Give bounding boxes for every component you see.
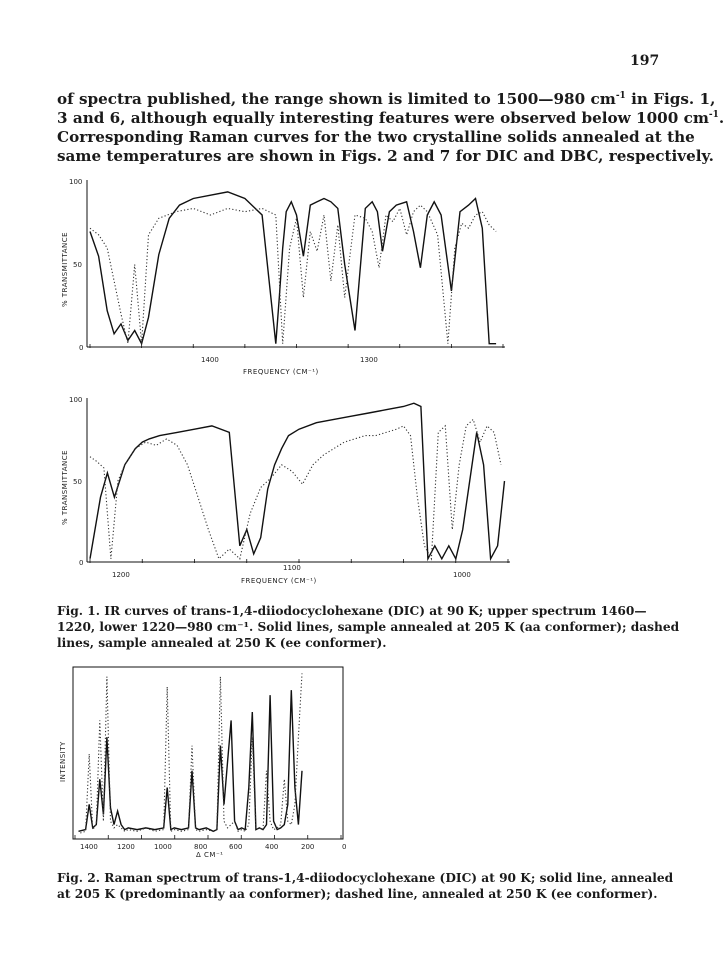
x-tick: 1100 [283, 564, 301, 572]
caption-line: at 205 K (predominantly aa conformer); dashed line, annealed at 250 K (ee conformer). [57, 887, 658, 901]
y-axis-label: % TRANSMITTANCE [61, 449, 69, 525]
intro-paragraph [57, 90, 724, 166]
intro-line: same temperatures are shown in Figs. 2 and 7 for DIC and DBC, respectively. [57, 147, 714, 165]
x-tick: 400 [265, 843, 279, 851]
solid-spectrum-line [79, 690, 303, 831]
x-tick: 200 [301, 843, 315, 851]
caption-line: Fig. 1. IR curves of trans-1,4-diiodocyclohexane (DIC) at 90 K; upper spectrum 1460— [57, 604, 647, 618]
fig2-caption [57, 870, 673, 902]
dashed-spectrum-line [90, 419, 501, 558]
caption-line: lines, sample annealed at 250 K (ee conformer). [57, 636, 387, 650]
dashed-spectrum-line [90, 205, 496, 344]
y-tick: 100 [69, 396, 83, 404]
y-tick: 0 [79, 559, 84, 567]
intro-line: 3 and 6, although equally interesting features were observed below 1000 $cm^{-1}$. [57, 109, 724, 127]
solid-spectrum-line [90, 403, 505, 559]
y-axis-label: % TRANSMITTANCE [61, 231, 69, 307]
y-tick: 50 [73, 261, 82, 269]
x-axis-label: FREQUENCY (CM⁻¹) [241, 577, 317, 585]
x-tick: 1000 [154, 843, 172, 851]
y-tick: 100 [69, 178, 83, 186]
intro-line: of spectra published, the range shown is limited to 1500—980 $cm^{-1}$ in Figs. 1, [57, 90, 716, 108]
x-tick: 1200 [117, 843, 135, 851]
y-axis-label: INTENSITY [59, 741, 67, 782]
x-axis-label: Δ CM⁻¹ [196, 851, 224, 859]
ir-spectrum-lower [55, 390, 525, 600]
x-axis-label: FREQUENCY (CM⁻¹) [243, 368, 319, 376]
raman-spectrum [55, 662, 355, 862]
x-tick: 800 [194, 843, 208, 851]
x-tick: 1300 [360, 356, 378, 364]
y-tick: 0 [79, 344, 84, 352]
x-tick: 1000 [453, 571, 471, 579]
x-tick: 1400 [80, 843, 98, 851]
x-tick: 1200 [112, 571, 130, 579]
x-tick: 600 [229, 843, 243, 851]
x-tick: 0 [342, 843, 347, 851]
solid-spectrum-line [90, 192, 496, 344]
page-number: 197 [630, 53, 660, 69]
fig1-caption [57, 603, 679, 651]
ir-spectrum-upper [55, 172, 525, 382]
caption-line: Fig. 2. Raman spectrum of trans-1,4-diiodocyclohexane (DIC) at 90 K; solid line, annealed [57, 871, 674, 885]
plot-frame [73, 667, 343, 839]
intro-line: Corresponding Raman curves for the two crystalline solids annealed at the [57, 128, 695, 146]
caption-line: 1220, lower 1220—980 cm⁻¹. Solid lines, sample annealed at 205 K (aa conformer); dashed [57, 620, 680, 634]
x-tick: 1400 [201, 356, 219, 364]
y-tick: 50 [73, 478, 82, 486]
